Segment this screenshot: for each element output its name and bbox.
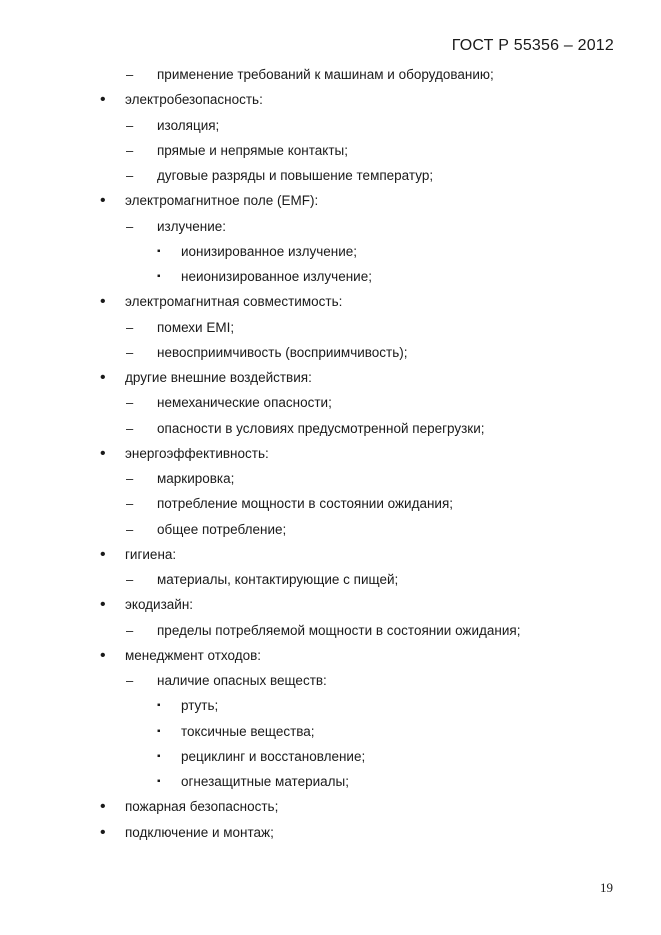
list-item-text: рециклинг и восстановление; (181, 748, 366, 764)
list-item-text: применение требований к машинам и оборудованию; (157, 67, 494, 82)
bullet-marker: • (100, 369, 106, 386)
list-item-text: ионизированное излучение; (181, 243, 358, 259)
page-number: 19 (600, 880, 613, 895)
list-item-text: немеханические опасности; (157, 395, 332, 411)
square-bullet-marker: ▪ (157, 700, 161, 712)
dash-marker: – (126, 218, 134, 234)
list-item-text: экодизайн: (125, 597, 194, 613)
bullet-marker: • (100, 646, 106, 664)
list-item-text: потребление мощности в состоянии ожидания; (157, 496, 454, 512)
list-item-text: электромагнитная совместимость: (125, 294, 343, 310)
list-item-text: помехи EMI; (157, 319, 235, 335)
bullet-marker: • (100, 823, 106, 841)
bullet-marker: • (100, 91, 106, 109)
list-item-text: гигиена: (125, 546, 177, 562)
list-item-text: маркировка; (157, 471, 235, 486)
list-item-text: электробезопасность: (125, 92, 263, 108)
list-item-text: материалы, контактирующие с пищей; (157, 572, 399, 587)
bullet-marker: • (100, 596, 106, 614)
list-item-text: дуговые разряды и повышение температур; (157, 168, 434, 183)
bullet-marker: • (100, 444, 106, 462)
list-item-text: неионизированное излучение; (181, 269, 372, 284)
dash-marker: – (126, 673, 134, 688)
square-bullet-marker: ▪ (157, 725, 161, 737)
dash-marker: – (126, 319, 134, 335)
square-bullet-marker: ▪ (157, 750, 161, 762)
list-item-text: излучение: (157, 218, 227, 234)
bullet-marker: • (100, 545, 106, 563)
dash-marker: – (126, 117, 134, 133)
square-bullet-marker: ▪ (157, 776, 161, 787)
dash-marker: – (126, 521, 134, 537)
dash-marker: – (126, 420, 134, 436)
square-bullet-marker: ▪ (157, 271, 161, 282)
dash-marker: – (126, 168, 134, 183)
list-item-text: электромагнитное поле (EMF): (125, 193, 319, 209)
list-item-text: общее потребление; (157, 521, 287, 537)
dash-marker: – (126, 67, 134, 82)
dash-marker: – (126, 395, 134, 411)
dash-marker: – (126, 572, 134, 587)
dash-marker: – (126, 622, 134, 638)
list-item-text: ртуть; (181, 698, 219, 714)
square-bullet-marker: ▪ (157, 245, 161, 257)
list-item-text: огнезащитные материалы; (181, 774, 349, 789)
list-item-text: другие внешние воздействия: (125, 370, 312, 385)
dash-marker: – (126, 344, 134, 360)
list-item-text: менеджмент отходов: (125, 647, 262, 663)
list-item-text: прямые и непрямые контакты; (157, 142, 348, 158)
document-header: ГОСТ Р 55356 – 2012 (451, 37, 614, 54)
dash-marker: – (126, 471, 134, 486)
list-item-text: подключение и монтаж; (125, 824, 274, 840)
list-item-text: пожарная безопасность; (125, 799, 279, 815)
list-item-text: изоляция; (157, 117, 220, 133)
bullet-marker: • (100, 293, 106, 311)
list-item-text: наличие опасных веществ: (157, 673, 327, 688)
list-item-text: опасности в условиях предусмотренной перегрузки; (157, 420, 485, 436)
dash-marker: – (126, 142, 134, 158)
dash-marker: – (126, 496, 134, 512)
bullet-marker: • (100, 192, 106, 210)
list-item-text: пределы потребляемой мощности в состоянии ожидания; (157, 622, 521, 638)
list-item-text: невосприимчивость (восприимчивость); (157, 344, 408, 360)
bullet-marker: • (100, 798, 106, 816)
list-item-text: энергоэффективность: (125, 445, 269, 461)
list-item-text: токсичные вещества; (181, 723, 315, 739)
